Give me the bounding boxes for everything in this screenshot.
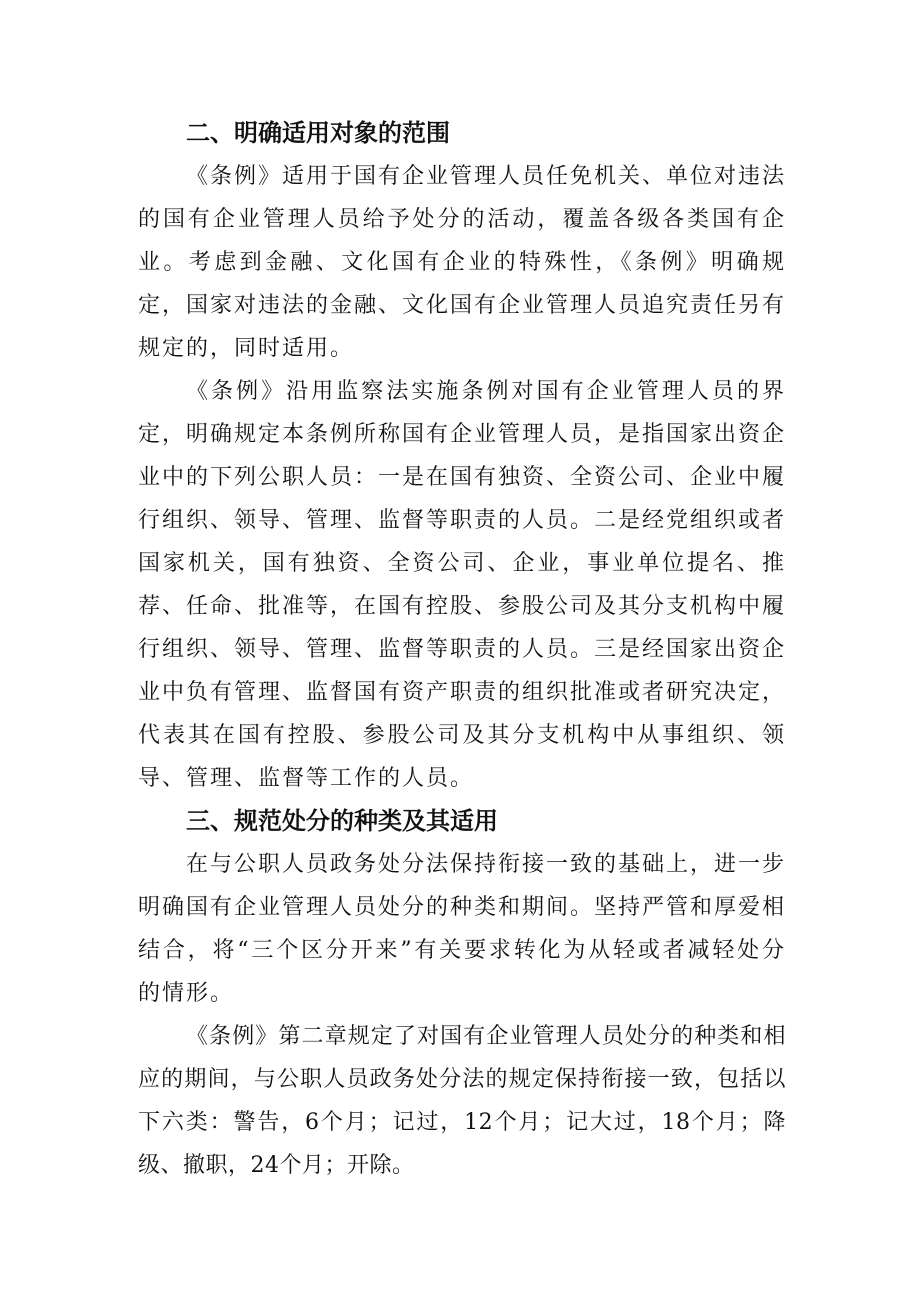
paragraph-scope-application: 《条例》适用于国有企业管理人员任免机关、单位对违法的国有企业管理人员给予处分的活动，覆盖各级各类国有企业。考虑到金融、文化国有企业的特殊性，《条例》明确规定，国家对违法的金融、文化国有企业管理人员追究责任另有规定的，同时适用。 [138,164,787,361]
section-heading-scope: 二、明确适用对象的范围 [186,119,450,147]
paragraph-manager-definition: 《条例》沿用监察法实施条例对国有企业管理人员的界定，明确规定本条例所称国有企业管理人员，是指国家出资企业中的下列公职人员：一是在国有独资、全资公司、企业中履行组织、领导、管理、监督等职责的人员。二是经党组织或者国家机关，国有独资、全资公司、企业，事业单位提名、推荐、任命、批准等，在国有控股、参股公司及其分支机构中履行组织、领导、管理、监督等职责的人员。三是经国家出资企业中负有管理、监督国有资产职责的组织批准或者研究决定，代表其在国有控股、参股公司及其分支机构中从事组织、领导、管理、监督等工作的人员。 [138,379,787,791]
section-heading-sanction-types: 三、规范处分的种类及其适用 [186,807,498,835]
paragraph-sanction-list: 《条例》第二章规定了对国有企业管理人员处分的种类和相应的期间，与公职人员政务处分法的规定保持衔接一致，包括以下六类：警告，6个月；记过，12个月；记大过，18个月；降级、撤职，24个月；开除。 [138,1024,786,1178]
document-page [138,112,786,1187]
paragraph-sanction-alignment: 在与公职人员政务处分法保持衔接一致的基础上，进一步明确国有企业管理人员处分的种类和期间。坚持严管和厚爱相结合，将“三个区分开来”有关要求转化为从轻或者减轻处分的情形。 [138,852,787,1006]
